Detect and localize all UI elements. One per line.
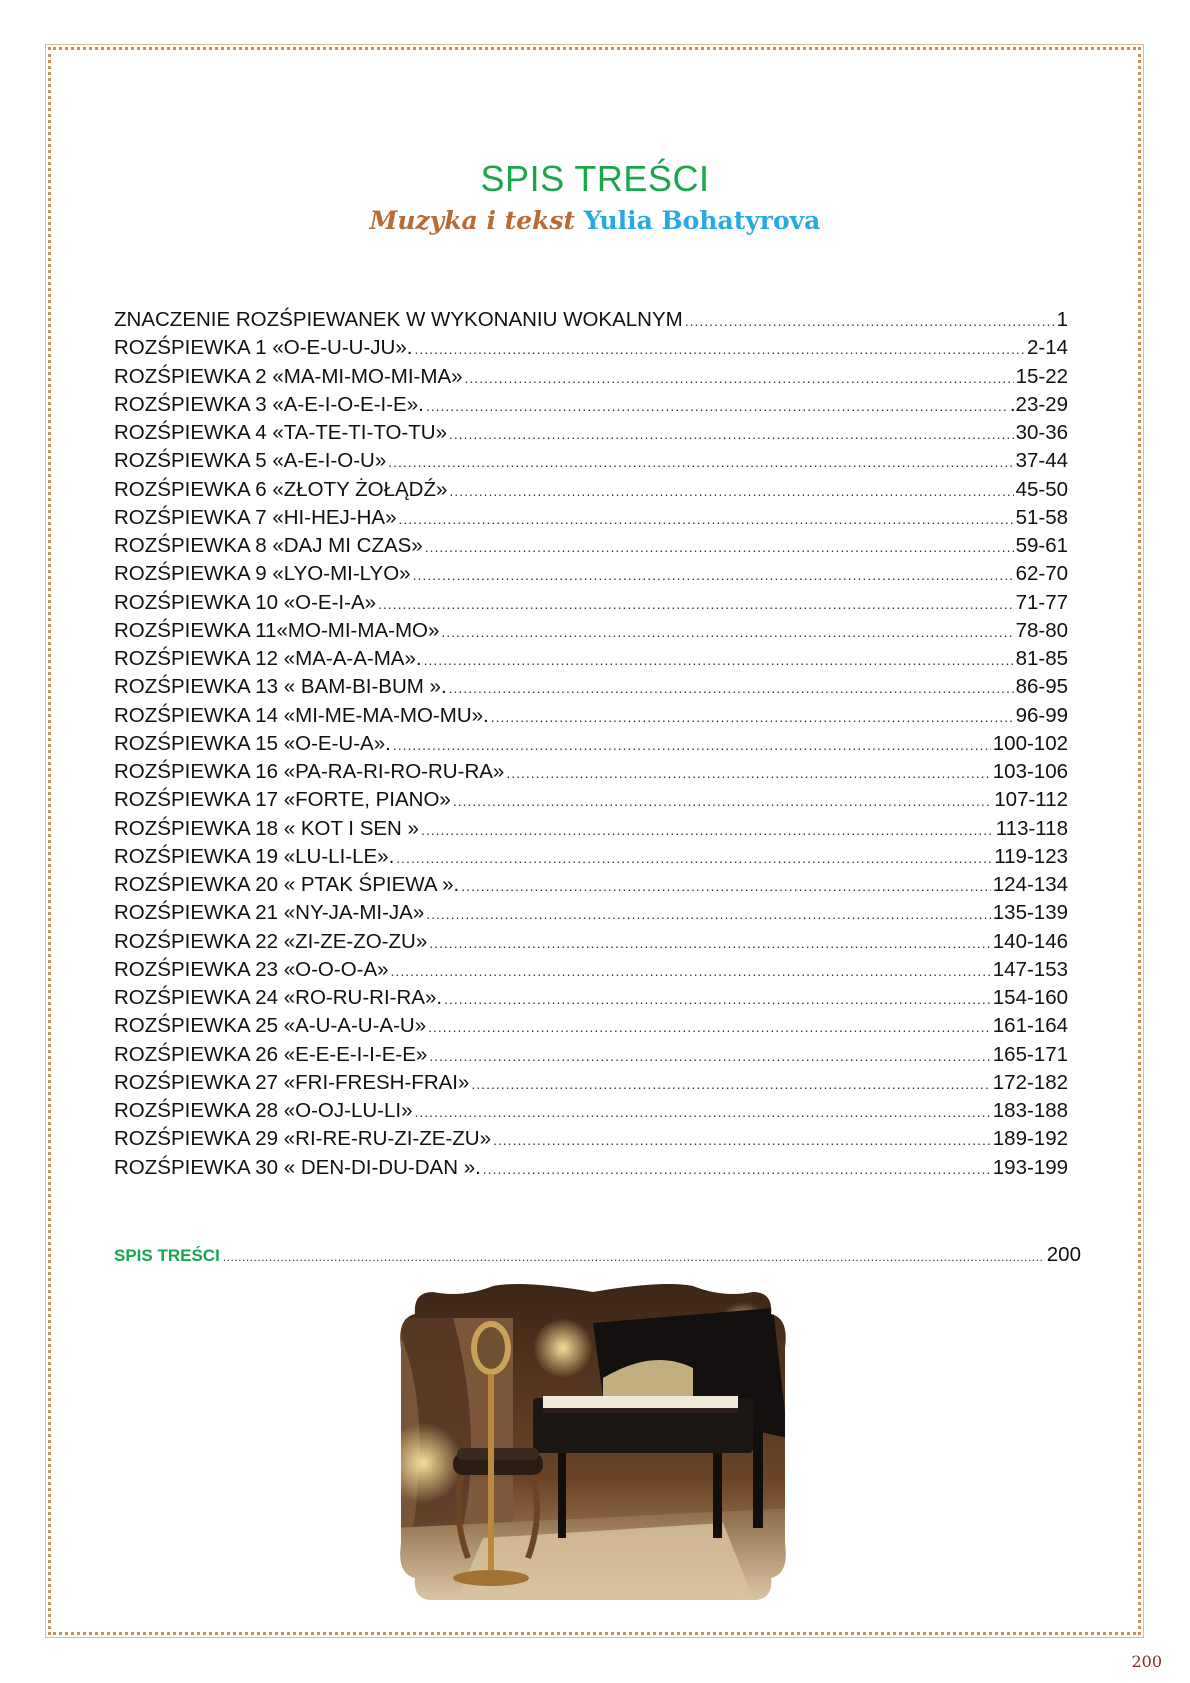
toc-entry[interactable] <box>114 788 1068 816</box>
toc-entry[interactable] <box>114 365 1068 393</box>
toc-entry[interactable] <box>114 1071 1068 1099</box>
toc-entry[interactable] <box>114 1043 1068 1071</box>
dot-leader <box>491 709 1014 725</box>
toc-entry-label: ROZŚPIEWKA 3 «A-E-I-O-E-I-E». <box>114 392 424 416</box>
dot-leader <box>449 483 1013 499</box>
toc-entry-label: ROZŚPIEWKA 10 «O-E-I-A» <box>114 590 377 614</box>
toc-entry[interactable] <box>114 591 1068 619</box>
dot-leader <box>506 765 990 781</box>
toc-entry[interactable] <box>114 1014 1068 1042</box>
dot-leader <box>429 1048 991 1064</box>
toc-entry[interactable] <box>114 1099 1068 1127</box>
dot-leader <box>391 963 991 979</box>
toc-entry-label: ROZŚPIEWKA 22 «ZI-ZE-ZO-ZU» <box>114 929 428 953</box>
toc-entry[interactable] <box>114 393 1068 421</box>
dot-leader <box>426 398 1008 414</box>
toc-entry[interactable] <box>114 845 1068 873</box>
toc-entry-label: ROZŚPIEWKA 5 «A-E-I-O-U» <box>114 449 387 473</box>
toc-entry[interactable] <box>114 478 1068 506</box>
page-title: SPIS TREŚCI <box>480 158 710 199</box>
toc-entry-pages: 189-192 <box>992 1127 1068 1151</box>
dot-leader <box>396 850 992 866</box>
toc-entry-label: ROZŚPIEWKA 28 «O-OJ-LU-LI» <box>114 1099 413 1122</box>
dot-leader <box>378 596 1014 612</box>
toc-entry-pages: 62-70 <box>1015 562 1068 586</box>
toc-entry-pages: 71-77 <box>1015 590 1068 614</box>
toc-entry[interactable] <box>114 675 1068 703</box>
toc-entry[interactable] <box>114 534 1068 562</box>
dot-leader <box>413 567 1014 583</box>
toc-entry-label: ROZŚPIEWKA 14 «MI-ME-MA-MO-MU». <box>114 703 489 727</box>
toc-final-pages: 200 <box>1046 1243 1081 1266</box>
toc-entry-label: ROZŚPIEWKA 29 «RI-RE-RU-ZI-ZE-ZU» <box>114 1127 492 1151</box>
dot-leader <box>449 680 1014 696</box>
dot-leader <box>388 454 1013 470</box>
toc-entry-label: ROZŚPIEWKA 12 «MA-A-A-MA». <box>114 647 422 670</box>
toc-entry-label: ROZŚPIEWKA 8 «DAJ MI CZAS» <box>114 534 423 557</box>
toc-entry-label: ROZŚPIEWKA 30 « DEN-DI-DU-DAN ». <box>114 1155 481 1179</box>
toc-entry-pages: 45-50 <box>1015 477 1068 501</box>
toc-entry[interactable] <box>114 873 1068 901</box>
toc-entry-label: ROZŚPIEWKA 17 «FORTE, PIANO» <box>114 788 451 812</box>
toc-entry-pages: 183-188 <box>992 1099 1068 1122</box>
toc-entry-pages: 86-95 <box>1015 675 1068 699</box>
toc-entry-label: ROZŚPIEWKA 21 «NY-JA-MI-JA» <box>114 901 425 925</box>
toc-entry-label: ROZŚPIEWKA 20 « PTAK ŚPIEWA ». <box>114 873 460 896</box>
dot-leader <box>399 511 1014 527</box>
toc-entry-label: ROZŚPIEWKA 13 « BAM-BI-BUM ». <box>114 675 447 699</box>
toc-entry-label: ROZŚPIEWKA 2 «MA-MI-MO-MI-MA» <box>114 364 463 388</box>
toc-entry-pages: 135-139 <box>992 901 1068 925</box>
toc-entry-pages: 37-44 <box>1015 449 1068 473</box>
toc-entry-label: ROZŚPIEWKA 24 «RO-RU-RI-RA». <box>114 986 443 1009</box>
toc-entry-label: ZNACZENIE ROZŚPIEWANEK W WYKONANIU WOKALNYM <box>114 308 683 331</box>
dot-leader <box>444 991 991 1007</box>
toc-entry[interactable] <box>114 308 1068 336</box>
toc-entry-pages: 172-182 <box>992 1070 1068 1094</box>
toc-entry-pages: 154-160 <box>992 986 1068 1009</box>
toc-entry-label: ROZŚPIEWKA 11«MO-MI-MA-MO» <box>114 618 440 642</box>
toc-entry-label: ROZŚPIEWKA 1 «O-E-U-U-JU». <box>114 336 413 360</box>
toc-entry[interactable] <box>114 760 1068 788</box>
toc-entry-pages: 119-123 <box>994 844 1068 868</box>
dot-leader <box>449 426 1014 442</box>
table-of-contents <box>114 308 1068 1184</box>
toc-entry[interactable] <box>114 1156 1068 1184</box>
toc-entry-label: ROZŚPIEWKA 7 «HI-HEJ-HA» <box>114 505 397 529</box>
toc-entry-pages: 51-58 <box>1015 505 1068 529</box>
toc-entry[interactable] <box>114 704 1068 732</box>
toc-entry[interactable] <box>114 647 1068 675</box>
toc-entry-label: ROZŚPIEWKA 9 «LYO-MI-LYO» <box>114 562 411 586</box>
dot-leader <box>414 1104 990 1120</box>
toc-entry-final[interactable] <box>114 1243 1081 1267</box>
dot-leader <box>421 822 994 838</box>
toc-entry-label: ROZŚPIEWKA 4 «TA-TE-TI-TO-TU» <box>114 421 447 444</box>
toc-entry[interactable] <box>114 732 1068 760</box>
toc-entry-pages: 193-199 <box>992 1155 1068 1179</box>
toc-entry-label: ROZŚPIEWKA 6 «ZŁOTY ŻOŁĄDŹ» <box>114 477 448 501</box>
toc-entry-pages: 147-153 <box>992 957 1068 981</box>
toc-entry-label: ROZŚPIEWKA 19 «LU-LI-LE». <box>114 844 395 868</box>
toc-entry[interactable] <box>114 421 1068 449</box>
toc-entry-pages: .23-29 <box>1009 392 1068 416</box>
toc-entry-pages: 59-61 <box>1015 534 1068 557</box>
dot-leader <box>428 1019 991 1035</box>
toc-entry[interactable] <box>114 336 1068 364</box>
dot-leader <box>424 652 1014 668</box>
toc-entry-label: ROZŚPIEWKA 18 « KOT I SEN » <box>114 816 419 840</box>
toc-entry-pages: 1 <box>1056 308 1068 331</box>
toc-entry-pages: 2-14 <box>1026 336 1068 360</box>
dot-leader <box>393 737 991 753</box>
dot-leader <box>441 624 1013 640</box>
dot-leader <box>453 793 992 809</box>
toc-entry-pages: 15-22 <box>1015 364 1068 388</box>
toc-final-label: SPIS TREŚCI <box>114 1246 220 1265</box>
dot-leader <box>483 1161 991 1177</box>
subtitle-lead: Muzyka i tekst <box>369 206 576 235</box>
dot-leader <box>471 1076 990 1092</box>
dot-leader <box>461 878 991 894</box>
toc-entry-label: ROZŚPIEWKA 26 «E-E-E-I-I-E-E» <box>114 1042 428 1066</box>
toc-entry-label: ROZŚPIEWKA 23 «O-O-O-A» <box>114 957 389 981</box>
dot-leader <box>429 935 991 951</box>
toc-entry-pages: 124-134 <box>992 873 1068 896</box>
toc-entry-pages: 107-112 <box>994 788 1068 812</box>
piano-microphone-illustration <box>393 1278 793 1614</box>
page-number: 200 <box>1131 1652 1162 1671</box>
dot-leader <box>223 1250 1044 1264</box>
toc-entry[interactable] <box>114 958 1068 986</box>
toc-entry[interactable] <box>114 817 1068 845</box>
toc-entry-pages: 78-80 <box>1015 618 1068 642</box>
toc-entry-pages: 100-102 <box>992 731 1068 755</box>
dot-leader <box>685 313 1055 329</box>
toc-entry-pages: 161-164 <box>992 1014 1068 1038</box>
toc-entry-pages: 165-171 <box>992 1042 1068 1066</box>
toc-entry[interactable] <box>114 562 1068 590</box>
toc-entry[interactable] <box>114 1127 1068 1155</box>
toc-entry-label: ROZŚPIEWKA 27 «FRI-FRESH-FRAI» <box>114 1070 470 1094</box>
toc-entry[interactable] <box>114 930 1068 958</box>
subtitle-author: Yulia Bohatyrova <box>583 206 821 235</box>
dot-leader <box>493 1132 991 1148</box>
toc-entry[interactable] <box>114 901 1068 929</box>
toc-entry-label: ROZŚPIEWKA 25 «A-U-A-U-A-U» <box>114 1014 427 1038</box>
toc-entry-pages: 113-118 <box>995 816 1068 840</box>
dot-leader <box>465 370 1014 386</box>
dot-leader <box>414 341 1025 357</box>
toc-entry-pages: 96-99 <box>1015 703 1068 727</box>
dot-leader <box>426 906 991 922</box>
toc-entry-pages: 140-146 <box>992 929 1068 953</box>
dot-leader <box>425 539 1014 555</box>
toc-entry-label: ROZŚPIEWKA 16 «PA-RA-RI-RO-RU-RA» <box>114 760 505 783</box>
toc-entry[interactable] <box>114 506 1068 534</box>
toc-entry[interactable] <box>114 449 1068 477</box>
page-subtitle <box>0 206 1190 235</box>
toc-entry[interactable] <box>114 986 1068 1014</box>
toc-entry-pages: 81-85 <box>1015 647 1068 670</box>
toc-entry-pages: 103-106 <box>992 760 1068 783</box>
toc-entry-label: ROZŚPIEWKA 15 «O-E-U-A». <box>114 731 391 755</box>
toc-entry-pages: 30-36 <box>1015 421 1068 444</box>
toc-entry[interactable] <box>114 619 1068 647</box>
